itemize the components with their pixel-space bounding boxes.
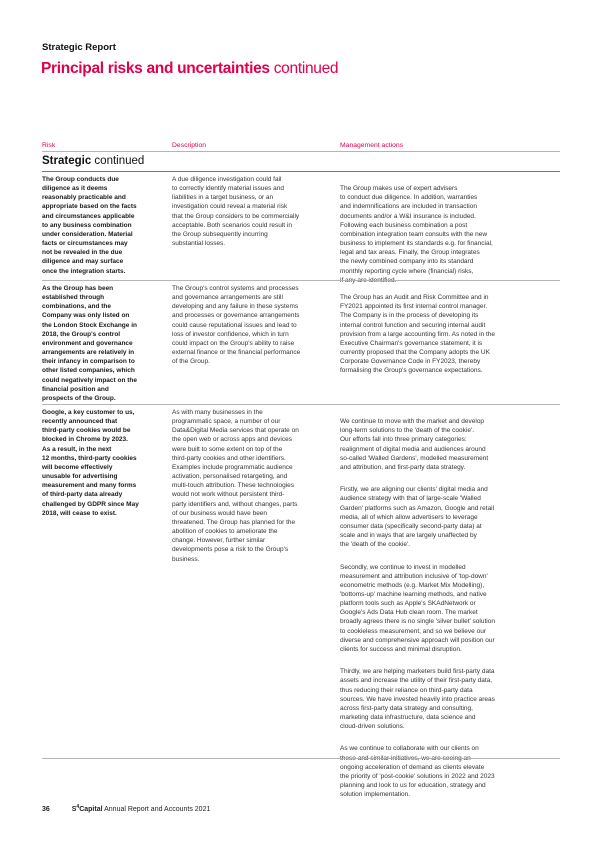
column-header-risk: Risk (42, 142, 56, 149)
action-paragraph: We continue to move with the market and develop long-term solutions to the 'death of the cookie'. Our efforts fall into three primary categories: realignment of digital media and audiences around so-called 'Walled Gardens', modelled measurement and attribution, and first-party data strategy. (340, 418, 489, 471)
column-header-management-actions: Management actions (340, 142, 404, 149)
table-bottom-divider (42, 758, 560, 759)
page-number: 36 (42, 806, 50, 813)
column-header-description: Description (172, 142, 206, 149)
risk-cell: Google, a key customer to us, recently announced that third-party cookies would be blocked in Chrome by 2023. As a result, in the next 12 months, third-party cookies will become effectively unusable for advertising measurement and many forms of third-party data already challenged by GDPR since May 2018, will cease to exist. (42, 409, 139, 517)
description-cell: A due diligence investigation could fail to correctly identify material issues and liabilities in a target business, or an investigation could reveal a material risk that the Group considers to be commercially acceptable. Both scenarios could result in the Group subsequently incurring substantial losses. (172, 176, 300, 248)
action-paragraph: Secondly, we continue to invest in modelled measurement and attribution inclusive of 'top-down' econometric methods (e.g. Market Mix Modelling), 'bottoms-up' machine learning methods, and native platform tools such as Apple's SKAdNetwork or Google's Ads Data Hub clean room. The market broadly agrees there is no single 'silver bullet' solution to cookieless measurement, and so we believe our diverse and comprehensive approach will position our clients for success and minimal disruption. (340, 563, 495, 653)
action-paragraph: The Group has an Audit and Risk Committee and in FY2021 appointed its first internal control manager. The Company is in the process of developing its internal control function and securing internal audit provision from a large accounting firm. As noted in the Executive Chairman's governance statement, it is currently proposed that the Company adopts the UK Corporate Governance Code in FY2023, thereby formalising the Group's governance expectations. (340, 294, 495, 375)
subsection-title (42, 155, 144, 167)
page-title-light: continued (273, 60, 339, 77)
description-cell: As with many businesses in the programmatic space, a number of our Data&Digital Media services that operate on the open web or across apps and devices were built to some extent on top of the third-party cookies and other identifiers. Examples include programmatic audience activation, personalised retargeting, and multi-touch attribution. These technologies would not work without persistent third- party identifiers and, without changes, parts of our business would have been threatened. The Group has planned for the abolition of cookies to ameliorate the change. However, further similar developments pose a risk to the Group's business. (172, 409, 299, 563)
page-title-strong: Principal risks and uncertainties (41, 60, 270, 77)
header-divider (42, 151, 560, 152)
description-cell: The Group's control systems and processes and governance arrangements are still developing and any failure in these systems and processes or governance arrangements could cause reputational issues and lead to loss of investor confidence, which in turn could impact on the Group's ability to raise external finance or the financial performance of the Group. (172, 285, 301, 366)
subsection-divider (42, 171, 560, 172)
document-title: Annual Report and Accounts 2021 (104, 806, 211, 813)
action-paragraph: As we continue to collaborate with our clients on these and similar initiatives, we are seeing an ongoing acceleration of demand as clients elevate the priority of 'post-cookie' solutions in 2022 and 2023 planning and look to us for education, strategy and solution implementation. (340, 745, 495, 799)
actions-cell (340, 284, 532, 389)
risk-cell: The Group conducts due diligence as it deems reasonably practicable and appropriate based on the facts and circumstances applicable to any business combination under consideration. Material facts or circumstances may not be revealed in the due diligence and may surface once the integration starts. (42, 176, 137, 275)
row-divider (42, 280, 560, 281)
action-paragraph: Thirdly, we are helping marketers build first-party data assets and increase the utility of their first-party data, thus reducing their reliance on third-party data sources. We have invested heavily into practice areas across first-party data strategy and consulting, marketing data infrastructure, data science and cloud-driven solutions. (340, 668, 495, 731)
page-footer (42, 804, 210, 813)
section-label: Strategic Report (42, 42, 116, 53)
subsection-title-light: continued (94, 155, 145, 167)
actions-cell (340, 408, 532, 813)
row-divider (42, 404, 560, 405)
subsection-title-strong: Strategic (42, 155, 92, 167)
brand-logo: $S^4Capital$ (71, 804, 103, 813)
action-paragraph: Firstly, we are aligning our clients' digital media and audience strategy with that of large-scale 'Walled Garden' platforms such as Amazon, Google and retail media, all of which allow advertisers to leverage consumer data (specifically second-party data) at scale and in ways that are largely unaffected by the 'death of the cookie'. (340, 486, 495, 549)
page-title (41, 60, 338, 78)
action-paragraph: The Group makes use of expert advisers to conduct due diligence. In addition, warranties and indemnifications are included in transaction documents and/or a W&I insurance is included. Following each business combination a post combination integration team consults with the new business to implement its standards e.g. for financial, legal and tax areas. Finally, the Group integrates the newly combined company into its standard monthly reporting cycle where (financial) risks, if any are identified. (340, 185, 493, 284)
risk-cell: As the Group has been established through combinations, and the Company was only listed on the London Stock Exchange in 2018, the Group's control environment and governance arrangements are relatively in their infancy in comparison to other listed companies, which could negatively impact on the financial position and prospects of the Group. (42, 285, 137, 402)
